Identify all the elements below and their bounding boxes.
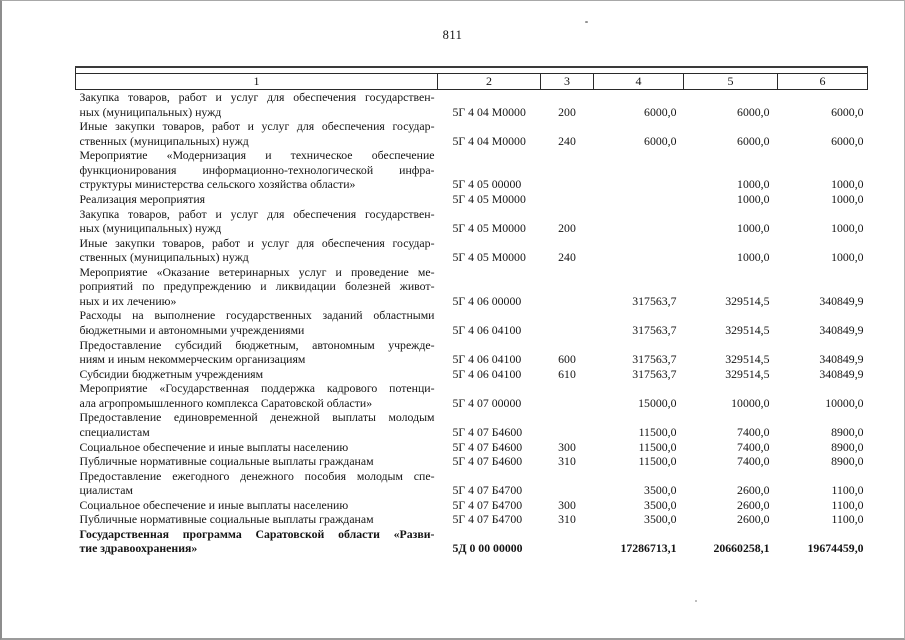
c3-cell [541, 148, 594, 192]
c3-cell [541, 381, 594, 410]
scan-speck [585, 21, 588, 23]
name-line: роприятий по предупреждению и ликвидации болезней живот- [79, 279, 435, 294]
c3-cell [541, 469, 594, 498]
table-row [76, 207, 868, 236]
table-row [76, 308, 868, 337]
c3-cell: 200 [558, 221, 576, 236]
c6-cell: 1000,0 [831, 177, 864, 192]
c5-cell: 2600,0 [737, 497, 770, 512]
c5-cell: 1000,0 [737, 191, 770, 206]
c6-cell: 1100,0 [831, 497, 864, 512]
code-cell: 5Г 4 05 М0000 [452, 191, 526, 206]
code-cell: 5Г 4 07 00000 [452, 395, 522, 410]
name-line: структуры министерства сельского хозяйства области» [79, 177, 356, 192]
name-line: Предоставление ежегодного денежного пособия молодым спе- [79, 468, 435, 483]
name-line: ных и их лечению» [79, 293, 177, 308]
c5-cell: 6000,0 [737, 133, 770, 148]
c5-cell: 329514,5 [725, 352, 770, 367]
code-cell: 5Г 4 04 М0000 [452, 104, 526, 119]
c3-cell: 300 [558, 497, 576, 512]
name-cell [76, 527, 438, 556]
c5-cell: 10000,0 [731, 395, 770, 410]
c4-cell [594, 207, 684, 236]
code-cell: 5Г 4 05 М0000 [452, 221, 526, 236]
name-line: ственных (муниципальных) нужд [79, 250, 249, 265]
name-cell [76, 192, 438, 207]
c3-cell [541, 192, 594, 207]
table-row [76, 367, 868, 382]
code-cell: 5Г 4 06 00000 [452, 293, 522, 308]
budget-table [75, 66, 868, 556]
table-row [76, 512, 868, 527]
table-row [76, 527, 868, 556]
name-line: тие здравоохранения» [79, 541, 198, 556]
c4-cell: 317563,7 [632, 293, 677, 308]
name-line: ниям и иным некоммерческим организациям [79, 352, 306, 367]
header-cell: 5 [684, 74, 778, 90]
header-cell: 3 [541, 74, 594, 90]
c4-cell: 6000,0 [644, 104, 677, 119]
name-line: Социальное обеспечение и иные выплаты населению [79, 497, 349, 512]
name-line: Предоставление единовременной денежной выплаты молодым [79, 410, 435, 425]
table-row [76, 119, 868, 148]
name-line: Публичные нормативные социальные выплаты гражданам [79, 512, 374, 527]
c3-cell: 240 [558, 133, 576, 148]
name-line: циалистам [79, 483, 133, 498]
c3-cell [541, 265, 594, 309]
c3-cell: 600 [558, 352, 576, 367]
c6-cell: 340849,9 [819, 323, 864, 337]
code-cell: 5Г 4 07 Б4700 [452, 512, 523, 527]
c6-cell: 1000,0 [831, 191, 864, 206]
c6-cell: 10000,0 [825, 395, 864, 410]
name-line: Закупка товаров, работ и услуг для обеспечения государствен- [79, 206, 435, 221]
name-line: Субсидии бюджетным учреждениям [79, 366, 264, 381]
c3-cell [541, 308, 594, 337]
name-cell [76, 207, 438, 236]
name-line: Мероприятие «Модернизация и техническое обеспечение [79, 148, 435, 163]
name-cell [76, 236, 438, 265]
c5-cell: 1000,0 [737, 177, 770, 192]
name-line: Расходы на выполнение государственных заданий областными [79, 308, 435, 323]
c5-cell: 6000,0 [737, 104, 770, 119]
c5-cell: 2600,0 [737, 483, 770, 498]
name-line: ных (муниципальных) нужд [79, 104, 222, 119]
name-cell [76, 90, 438, 120]
name-cell [76, 512, 438, 527]
table-row [76, 410, 868, 439]
c4-cell [594, 192, 684, 207]
c4-cell [594, 148, 684, 192]
table-row [76, 469, 868, 498]
code-cell: 5Г 4 07 Б4600 [452, 454, 523, 469]
code-cell: 5Г 4 05 00000 [452, 177, 522, 192]
name-line: функционирования информационно-технологической инфра- [79, 162, 435, 177]
c5-cell: 7400,0 [737, 454, 770, 469]
c3-cell [541, 410, 594, 439]
c6-cell: 8900,0 [831, 439, 864, 454]
c6-cell: 1000,0 [831, 250, 864, 265]
c6-cell: 6000,0 [831, 104, 864, 119]
header-row [76, 74, 868, 90]
name-line: Публичные нормативные социальные выплаты гражданам [79, 454, 374, 469]
c3-cell: 610 [558, 366, 576, 381]
c4-cell: 317563,7 [632, 366, 677, 381]
name-line: ала агропромышленного комплекса Саратовской области» [79, 395, 373, 410]
table-row [76, 454, 868, 469]
name-cell [76, 367, 438, 382]
c5-cell: 329514,5 [725, 366, 770, 381]
name-cell [76, 119, 438, 148]
c5-cell: 7400,0 [737, 424, 770, 439]
c5-cell: 7400,0 [737, 439, 770, 454]
name-line: Иные закупки товаров, работ и услуг для обеспечения государ- [79, 235, 435, 250]
name-cell [76, 410, 438, 439]
code-cell: 5Г 4 06 04100 [452, 366, 522, 381]
header-cell: 1 [76, 74, 438, 90]
c6-cell: 1000,0 [831, 221, 864, 236]
table-row [76, 192, 868, 207]
c5-cell: 2600,0 [737, 512, 770, 527]
c6-cell: 340849,9 [819, 352, 864, 367]
c6-cell: 6000,0 [831, 133, 864, 148]
c5-cell: 1000,0 [737, 250, 770, 265]
name-cell [76, 381, 438, 410]
table-row [76, 265, 868, 309]
c4-cell: 317563,7 [632, 323, 677, 337]
name-line: ственных (муниципальных) нужд [79, 133, 249, 148]
c3-cell: 300 [558, 439, 576, 454]
header-cell: 6 [778, 74, 868, 90]
name-cell [76, 265, 438, 309]
c4-cell: 3500,0 [644, 497, 677, 512]
code-cell: 5Д 0 00 00000 [452, 541, 523, 556]
c4-cell: 3500,0 [644, 483, 677, 498]
c5-cell: 329514,5 [725, 293, 770, 308]
code-cell: 5Г 4 05 М0000 [452, 250, 526, 265]
table-row [76, 440, 868, 455]
name-line: Мероприятие «Оказание ветеринарных услуг и проведение ме- [79, 264, 435, 279]
table-row [76, 338, 868, 367]
code-cell: 5Г 4 07 Б4700 [452, 483, 523, 498]
name-cell [76, 498, 438, 513]
code-cell: 5Г 4 07 Б4600 [452, 439, 523, 454]
c6-cell: 19674459,0 [807, 541, 864, 556]
name-line: Социальное обеспечение и иные выплаты населению [79, 439, 349, 454]
code-cell: 5Г 4 07 Б4600 [452, 424, 523, 439]
table-header [76, 67, 868, 90]
c3-cell: 310 [558, 454, 576, 469]
c6-cell: 340849,9 [819, 366, 864, 381]
header-cell: 2 [438, 74, 541, 90]
table-row [76, 236, 868, 265]
name-cell [76, 148, 438, 192]
code-cell: 5Г 4 06 04100 [452, 352, 522, 367]
c6-cell: 1100,0 [831, 512, 864, 527]
table-row [76, 148, 868, 192]
code-cell: 5Г 4 07 Б4700 [452, 497, 523, 512]
c3-cell: 310 [558, 512, 576, 527]
page-number: 811 [442, 28, 463, 42]
code-cell: 5Г 4 06 04100 [452, 323, 522, 337]
c4-cell: 11500,0 [638, 439, 677, 454]
name-line: Реализация мероприятия [79, 191, 206, 206]
table-row [76, 381, 868, 410]
c6-cell: 1100,0 [831, 483, 864, 498]
c5-cell: 20660258,1 [713, 541, 770, 556]
c4-cell: 15000,0 [638, 395, 677, 410]
name-cell [76, 440, 438, 455]
header-cell: 4 [594, 74, 684, 90]
name-cell [76, 454, 438, 469]
name-line: Предоставление субсидий бюджетным, автономным учрежде- [79, 337, 435, 352]
c4-cell [594, 236, 684, 265]
c4-cell: 11500,0 [638, 424, 677, 439]
c6-cell: 340849,9 [819, 293, 864, 308]
c4-cell: 17286713,1 [620, 541, 677, 556]
name-line: Мероприятие «Государственная поддержка кадрового потенци- [79, 381, 435, 396]
c6-cell: 8900,0 [831, 424, 864, 439]
name-cell [76, 338, 438, 367]
scan-speck [695, 600, 697, 602]
c3-cell: 200 [558, 104, 576, 119]
c4-cell: 6000,0 [644, 133, 677, 148]
c5-cell: 329514,5 [725, 323, 770, 337]
c3-cell [541, 527, 594, 556]
name-cell [76, 308, 438, 337]
c4-cell: 3500,0 [644, 512, 677, 527]
c4-cell: 317563,7 [632, 352, 677, 367]
c4-cell: 11500,0 [638, 454, 677, 469]
c5-cell: 1000,0 [737, 221, 770, 236]
name-line: специалистам [79, 424, 150, 439]
table-body [76, 90, 868, 557]
name-line: ных (муниципальных) нужд [79, 221, 222, 236]
name-line: Иные закупки товаров, работ и услуг для обеспечения государ- [79, 119, 435, 134]
name-cell [76, 469, 438, 498]
c3-cell: 240 [558, 250, 576, 265]
c6-cell: 8900,0 [831, 454, 864, 469]
table-row [76, 90, 868, 120]
name-line: Государственная программа Саратовской области «Разви- [79, 526, 435, 541]
code-cell: 5Г 4 04 М0000 [452, 133, 526, 148]
name-line: бюджетными и автономными учреждениями [79, 323, 305, 337]
name-line: Закупка товаров, работ и услуг для обеспечения государствен- [79, 90, 435, 104]
table-row [76, 498, 868, 513]
